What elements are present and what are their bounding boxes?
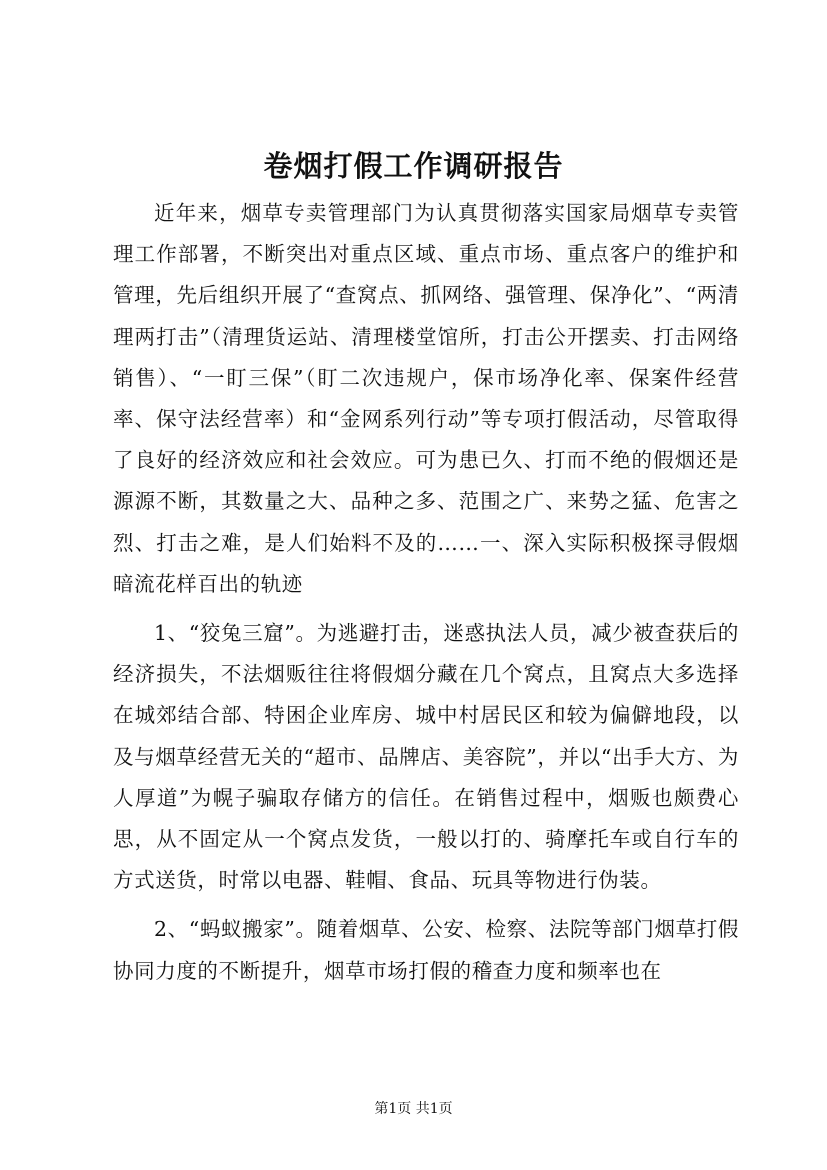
paragraph-intro: 近年来，烟草专卖管理部门为认真贯彻落实国家局烟草专卖管理工作部署，不断突出对重点区域、重点市场、重点客户的维护和管理，先后组织开展了“查窝点、抓网络、强管理、保净化”、“两清理两打击”（清理货运站、清理楼堂馆所，打击公开摆卖、打击网络销售）、“一盯三保”（盯二次违规户，保市场净化率、保案件经营率、保守法经营率）和“金网系列行动”等专项打假活动，尽管取得了良好的经济效应和社会效应。可为患已久、打而不绝的假烟还是源源不断，其数量之大、品种之多、范围之广、来势之猛、危害之烈、打击之难，是人们始料不及的……一、深入实际积极探寻假烟暗流花样百出的轨迹 — [113, 201, 739, 596]
document-title: 卷烟打假工作调研报告 — [263, 149, 564, 183]
page-footer: 第1页 共1页 — [374, 1101, 453, 1117]
paragraph-point-1: 1、“狡兔三窟”。为逃避打击，迷惑执法人员，减少被查获后的经济损失，不法烟贩往往将假烟分藏在几个窝点，且窝点大多选择在城郊结合部、特困企业库房、城中村居民区和较为偏僻地段，以及与烟草经营无关的“超市、品牌店、美容院”，并以“出手大方、为人厚道”为幌子骗取存储方的信任。在销售过程中，烟贩也颇费心思，从不固定从一个窝点发货，一般以打的、骑摩托车或自行车的方式送货，时常以电器、鞋帽、食品、玩具等物进行伪装。 — [113, 621, 739, 893]
paragraph-point-2: 2、“蚂蚁搬家”。随着烟草、公安、检察、法院等部门烟草打假协同力度的不断提升，烟草市场打假的稽查力度和频率也在 — [113, 917, 739, 983]
document-body — [113, 193, 739, 992]
